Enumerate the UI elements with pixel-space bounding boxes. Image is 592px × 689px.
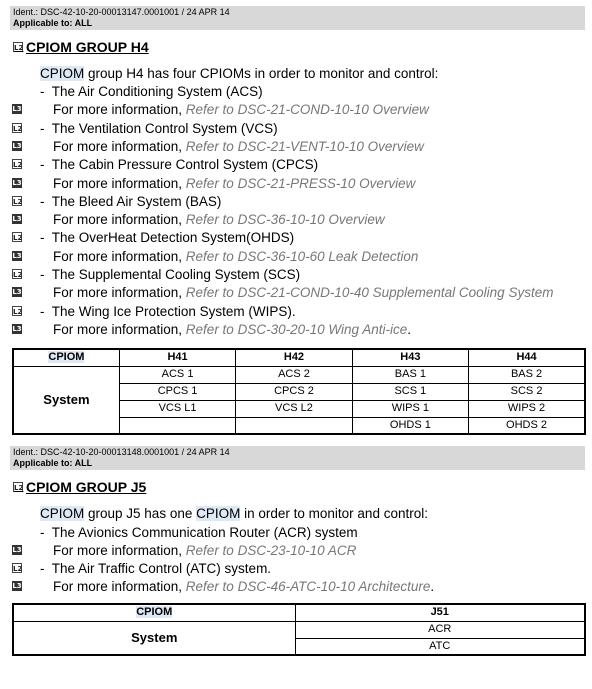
table-cell: WIPS 1 [352,400,468,417]
bullet-dash: - [40,525,52,540]
table-header-cell [13,604,295,621]
table-header-cell [13,349,119,366]
ident-block-1 [10,6,585,30]
more-info-line [12,578,435,595]
reference-link[interactable]: Refer to DSC-21-COND-10-10 Overview [185,102,429,118]
bullet-text: The Air Traffic Control (ATC) system. [51,561,272,576]
header-cpiom: CPIOM [48,351,85,364]
more-info-text: For more information, [53,321,186,337]
level-3-icon: L3 [12,105,22,114]
table-cell: BAS 1 [352,366,468,383]
more-info-text: For more information, [53,212,186,228]
more-info-text: For more information, [53,138,186,154]
table-cell: CPCS 2 [236,383,352,400]
ref-tail: . [407,321,412,337]
more-info-line [12,284,554,301]
level-2-icon: L2 [13,161,23,170]
row-label-system: System [13,366,119,434]
ident-text: Ident.: DSC-42-10-20-00013148.0001001 / 24 APR 14 [13,447,230,457]
bullet-dash: - [40,157,52,173]
bullet-text: The OverHeat Detection System(OHDS) [51,230,295,246]
more-info-line [12,248,419,265]
bullet-item [13,266,301,283]
intro-rest: group H4 has four CPIOMs in order to monitor and control: [84,66,439,81]
table-cell: BAS 2 [469,366,585,383]
bullet-dash: - [40,303,52,319]
level-2-icon: L2 [14,44,24,52]
ref-tail: . [430,579,435,594]
level-2-icon: L2 [13,124,23,133]
more-info-text: For more information, [53,543,186,558]
more-info-line [12,211,385,228]
bullet-dash: - [40,120,52,136]
more-info-text: For more information, [53,285,186,301]
more-info-line [12,542,357,559]
bullet-dash: - [40,230,52,246]
table-cell: ATC [295,638,585,655]
table-header-cell: H42 [236,349,352,366]
level-2-icon: L2 [13,197,23,206]
reference-link[interactable]: Refer to DSC-21-VENT-10-10 Overview [185,138,424,154]
level-3-icon: L3 [12,215,22,224]
level-3-icon: L3 [12,324,22,333]
level-3-icon: L3 [12,178,22,187]
bullet-text: The Avionics Communication Router (ACR) system [51,525,358,540]
bullet-text: The Bleed Air System (BAS) [51,193,222,209]
cpiom-highlight: CPIOM [40,66,85,81]
table-cell [119,417,235,434]
table-cell: VCS L1 [119,400,235,417]
more-info-text: For more information, [53,102,186,118]
table-cell [236,417,352,434]
ident-block-2 [10,446,585,470]
table-cell: WIPS 2 [469,400,585,417]
bullet-dash: - [40,267,52,282]
level-3-icon: L3 [12,251,22,260]
level-2-icon: L2 [13,565,23,573]
cpiom-highlight: CPIOM [196,506,241,521]
reference-link[interactable]: Refer to DSC-36-10-10 Overview [185,212,385,228]
reference-link[interactable]: Refer to DSC-46-ATC-10-10 Architecture [185,579,431,594]
level-3-icon: L3 [12,288,22,297]
bullet-item [13,560,272,577]
table-header-cell: H41 [119,349,235,366]
reference-link[interactable]: Refer to DSC-23-10-10 ACR [185,543,357,558]
more-info-text: For more information, [53,175,186,191]
row-label-system: System [13,621,295,655]
more-info-line [12,138,424,155]
section-heading-j5 [13,479,146,495]
section-heading-h4 [13,39,149,55]
table-cell: OHDS 2 [469,417,585,434]
table-cell: CPCS 1 [119,383,235,400]
level-3-icon: L3 [12,546,22,554]
table-cell: SCS 2 [469,383,585,400]
bullet-item [13,303,296,320]
reference-link[interactable]: Refer to DSC-21-PRESS-10 Overview [185,175,416,191]
level-3-icon: L3 [12,582,22,590]
cpiom-j5-table [12,603,586,656]
bullet-item [13,229,295,246]
section-title: CPIOM GROUP H4 [26,39,149,55]
table-cell: OHDS 1 [352,417,468,434]
level-2-icon: L2 [13,234,23,243]
reference-link[interactable]: Refer to DSC-30-20-10 Wing Anti-ice [185,321,408,337]
cpiom-h4-table [12,348,586,435]
bullet-item [40,83,263,100]
intro-text-j5 [40,505,428,522]
table-header-cell: H44 [469,349,585,366]
header-cpiom: CPIOM [136,606,173,619]
more-info-text: For more information, [53,579,186,594]
reference-link[interactable]: Refer to DSC-21-COND-10-40 Supplemental Cooling System [185,285,554,301]
bullet-text: The Ventilation Control System (VCS) [51,120,278,136]
more-info-line [12,101,429,118]
bullet-text: The Wing Ice Protection System (WIPS). [51,303,296,319]
bullet-text: The Air Conditioning System (ACS) [51,84,263,99]
table-cell: ACS 1 [119,366,235,383]
bullet-text: The Supplemental Cooling System (SCS) [51,267,301,282]
cpiom-highlight: CPIOM [40,506,85,521]
table-header-cell: J51 [295,604,585,621]
bullet-dash: - [40,561,52,576]
bullet-item [13,193,222,210]
more-info-text: For more information, [53,248,186,264]
bullet-item [13,120,278,137]
table-cell: ACS 2 [236,366,352,383]
level-2-icon: L2 [13,271,23,279]
table-cell: VCS L2 [236,400,352,417]
intro-text [40,65,438,82]
table-header-cell: H43 [352,349,468,366]
more-info-line [12,321,412,338]
table-cell: ACR [295,621,585,638]
bullet-dash: - [40,193,52,209]
level-2-icon: L2 [13,307,23,316]
bullet-item [13,156,319,173]
table-cell: SCS 1 [352,383,468,400]
reference-link[interactable]: Refer to DSC-36-10-60 Leak Detection [185,248,419,264]
intro-part: in order to monitor and control: [240,506,428,521]
applicable-text: Applicable to: ALL [13,458,93,468]
section-title: CPIOM GROUP J5 [26,479,147,495]
bullet-dash: - [40,84,52,99]
more-info-line [12,175,416,192]
level-2-icon: L2 [14,484,24,492]
ident-text: Ident.: DSC-42-10-20-00013147.0001001 / 24 APR 14 [13,7,230,17]
bullet-item [40,524,358,541]
level-3-icon: L3 [12,141,22,150]
intro-part: group J5 has one [84,506,197,521]
bullet-text: The Cabin Pressure Control System (CPCS) [51,157,319,173]
applicable-text: Applicable to: ALL [13,18,93,28]
